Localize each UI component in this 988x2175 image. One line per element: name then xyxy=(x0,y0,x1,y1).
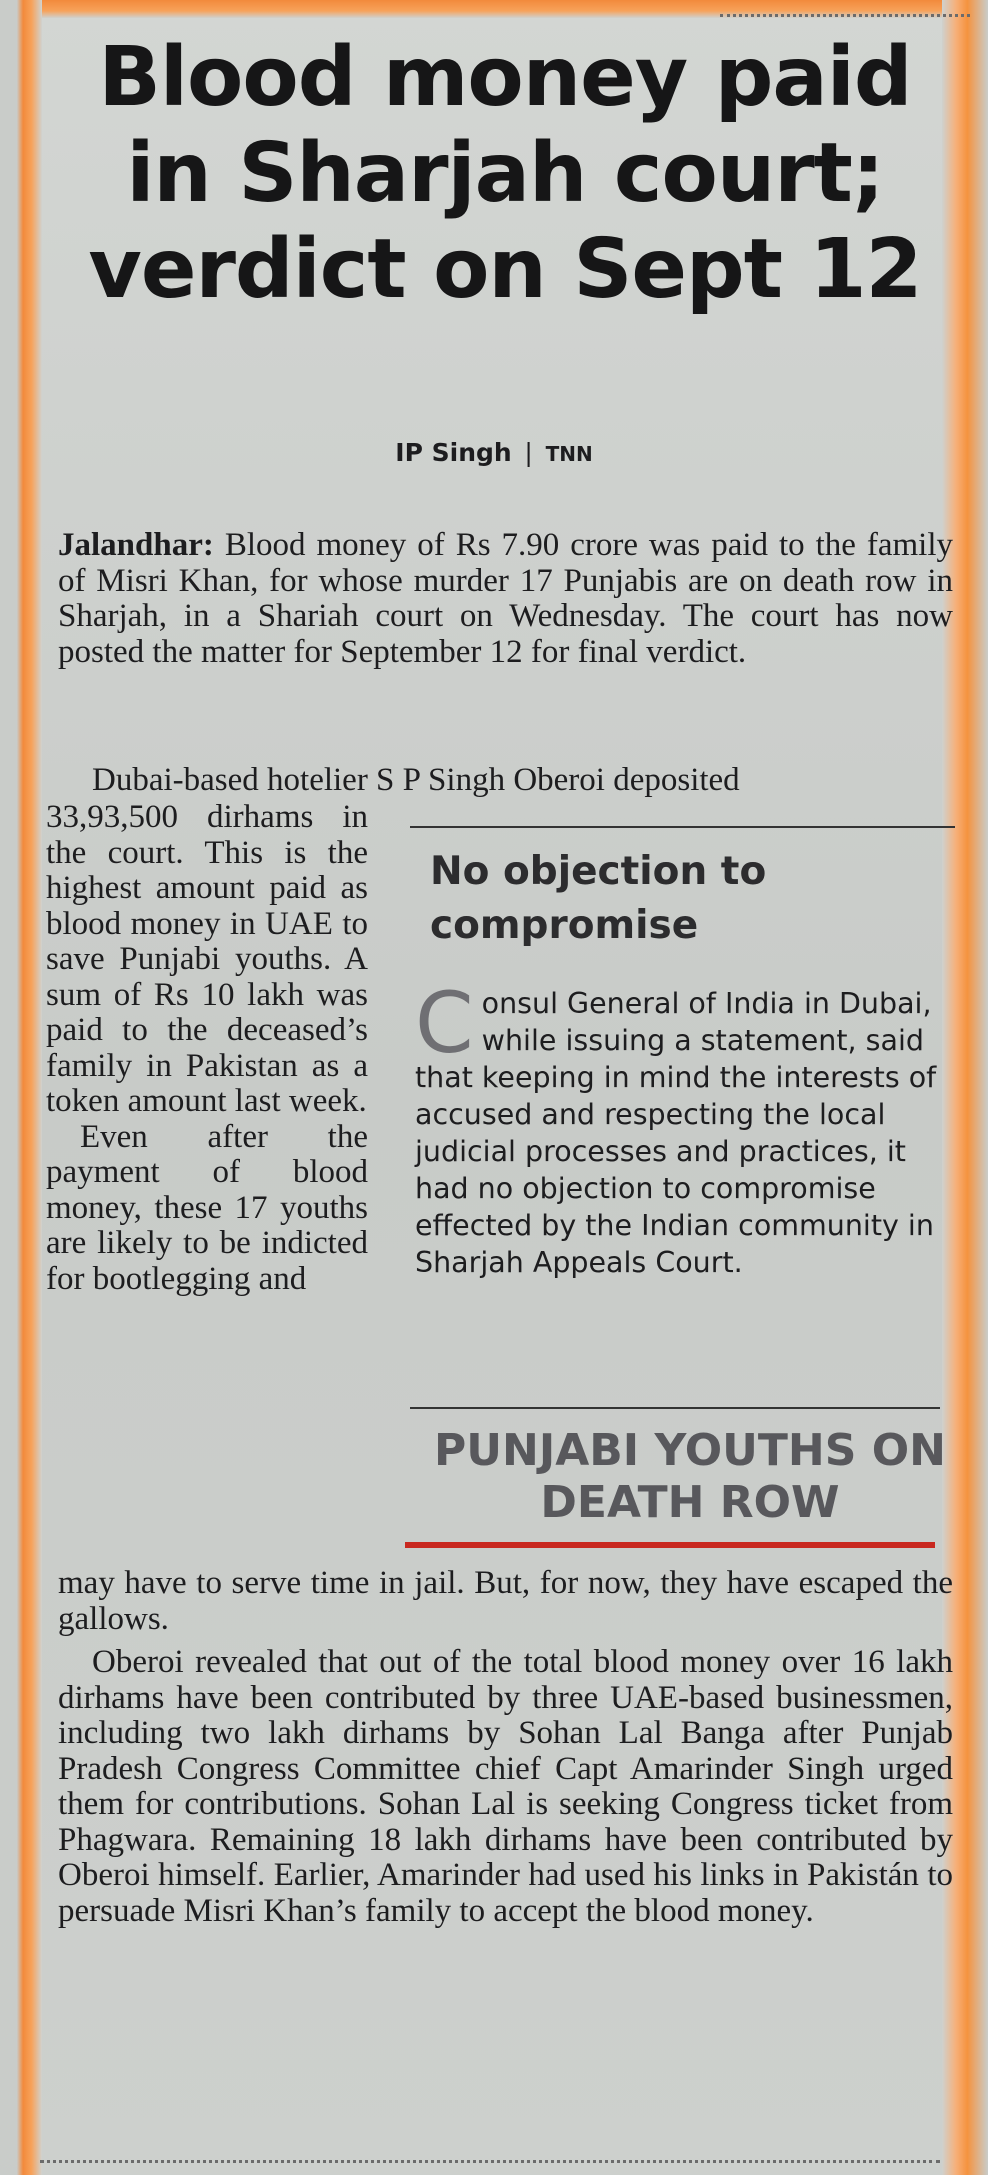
drop-cap: C xyxy=(415,974,474,1072)
paragraph-1-text: Blood money of Rs 7.90 crore was paid to the family of Misri Khan, for whose murder 17 Punjabis are on death row in Sharjah, in a Shariah court on Wednesday. The court has now posted the matter for September 12 for final verdict. xyxy=(58,527,954,670)
banner-red-rule xyxy=(405,1542,935,1548)
sidebar-top-rule xyxy=(410,826,955,828)
byline xyxy=(0,438,988,467)
cut-line-bottom xyxy=(40,2160,940,2163)
headline: Blood money paid in Sharjah court; verdict on Sept 12 xyxy=(88,30,922,317)
sidebar-body xyxy=(415,974,945,1281)
left-column xyxy=(46,800,368,1297)
byline-agency: TNN xyxy=(545,442,593,466)
article-paragraph-2-column: 33,93,500 dirhams in the court. This is the highest amount paid as blood money in UAE to save Punjabi youths. A sum of Rs 10 lakh was paid to the deceased’s family in Pakistan as a token amount last week. xyxy=(46,799,368,1119)
sidebar-heading: No objection to compromise xyxy=(430,849,767,948)
cut-line-top xyxy=(720,14,970,17)
article-paragraph-3-end: may have to serve time in jail. But, for now, they have escaped the gallows. xyxy=(58,1565,953,1637)
highlighter-mark-left xyxy=(0,0,42,2175)
byline-separator: | xyxy=(524,438,533,467)
article-paragraph-3-column: Even after the payment of blood money, these 17 youths are likely to be indicted for bootlegging and xyxy=(46,1118,368,1297)
dateline: Jalandhar: xyxy=(58,527,214,563)
article-paragraph-2-start: Dubai-based hotelier S P Singh Oberoi deposited xyxy=(92,762,740,798)
sidebar-text: onsul General of India in Dubai, while issuing a statement, said that keeping in mind the interests of accused and respecting the local judicial processes and practices, it had no objection to compromise effected by the Indian community in Sharjah Appeals Court. xyxy=(415,987,937,1279)
death-row-banner: PUNJABI YOUTHS ON DEATH ROW xyxy=(434,1425,946,1528)
article-paragraph-4: Oberoi revealed that out of the total blood money over 16 lakh dirhams have been contributed by three UAE-based businessmen, including two lakh dirhams by Sohan Lal Banga after Punjab Pradesh Congress Committee chief Capt Amarinder Singh urged them for contributions. Sohan Lal is seeking Congress ticket from Phagwara. Remaining 18 lakh dirhams have been contributed by Oberoi himself. Earlier, Amarinder had used his links in Pakistán to persuade Misri Khan’s family to accept the blood money. xyxy=(58,1644,953,1929)
article-paragraph-1 xyxy=(58,528,953,670)
byline-author: IP Singh xyxy=(395,438,512,467)
sidebar-bottom-rule xyxy=(410,1407,940,1409)
